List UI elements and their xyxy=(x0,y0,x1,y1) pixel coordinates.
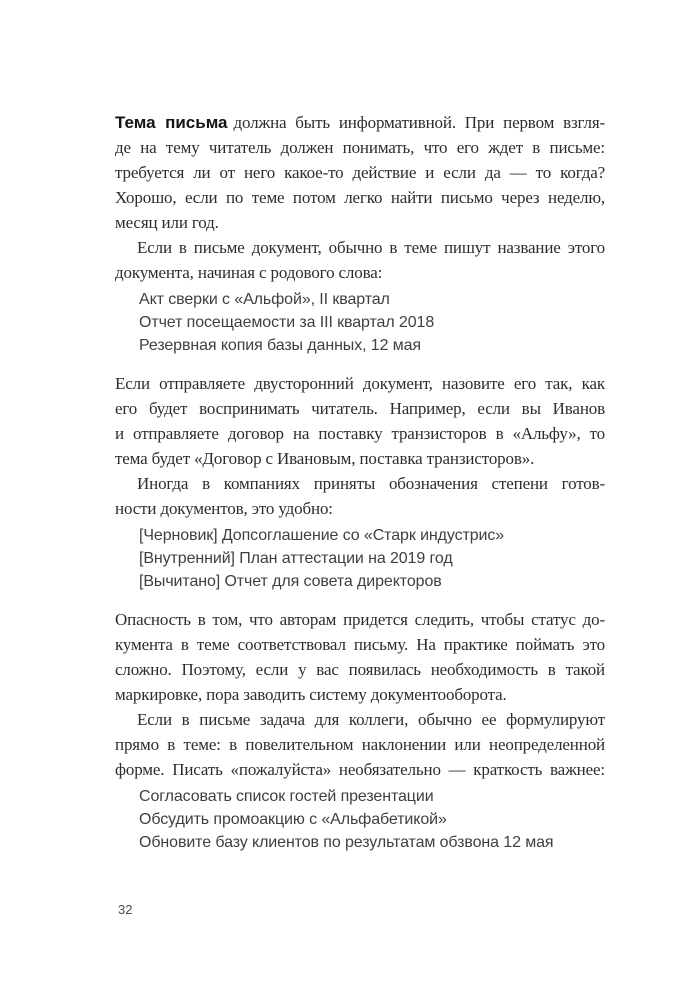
example-block xyxy=(139,785,605,854)
text-line: ности документов, это удобно: xyxy=(115,499,333,518)
text-line: Хорошо, если по теме потом легко найти письмо через неделю, xyxy=(115,188,605,207)
text-column xyxy=(115,110,605,856)
paragraph xyxy=(115,371,605,471)
example-block xyxy=(139,524,605,593)
text-line: Тема письма должна быть информативной. При первом взгля- xyxy=(115,113,605,132)
text-line: кумента в теме соответствовал письму. На практике поймать это xyxy=(115,635,605,654)
paragraph xyxy=(115,607,605,707)
text-line: маркировке, пора заводить систему документооборота. xyxy=(115,685,507,704)
text-line: де на тему читатель должен понимать, что его ждет в письме: xyxy=(115,138,605,157)
text-line: Иногда в компаниях приняты обозначения степени готов- xyxy=(137,474,605,493)
text-line: Если в письме документ, обычно в теме пишут название этого xyxy=(137,238,605,257)
text-line: тема будет «Договор с Ивановым, поставка транзисторов». xyxy=(115,449,535,468)
bold-lead: Тема письма xyxy=(115,113,228,132)
text-line: Если отправляете двусторонний документ, назовите его так, как xyxy=(115,374,605,393)
text-line: форме. Писать «пожалуйста» необязательно — краткость важнее: xyxy=(115,760,605,779)
text-line: требуется ли от него какое-то действие и если да — то когда? xyxy=(115,163,605,182)
paragraph xyxy=(115,471,605,521)
text-line: Опасность в том, что авторам придется следить, чтобы статус до- xyxy=(115,610,605,629)
paragraph xyxy=(115,110,605,235)
text-line: месяц или год. xyxy=(115,213,219,232)
example-line: [Внутренний] План аттестации на 2019 год xyxy=(139,550,453,567)
text-line: документа, начиная с родового слова: xyxy=(115,263,383,282)
example-line: Резервная копия базы данных, 12 мая xyxy=(139,337,422,354)
example-line: Согласовать список гостей презентации xyxy=(139,788,434,805)
text-line: прямо в теме: в повелительном наклонении или неопределенной xyxy=(115,735,605,754)
page-number: 32 xyxy=(118,902,133,917)
example-line: Акт сверки с «Альфой», II квартал xyxy=(139,291,390,308)
text-line: Если в письме задача для коллеги, обычно ее формулируют xyxy=(137,710,605,729)
paragraph xyxy=(115,707,605,782)
example-block xyxy=(139,288,605,357)
example-line: [Вычитано] Отчет для совета директоров xyxy=(139,573,442,590)
paragraph xyxy=(115,235,605,285)
text-line: сложно. Поэтому, если у вас появилась необходимость в такой xyxy=(115,660,605,679)
example-line: [Черновик] Допсоглашение со «Старк индустрис» xyxy=(139,527,505,544)
text-line: и отправляете договор на поставку транзисторов в «Альфу», то xyxy=(115,424,605,443)
example-line: Отчет посещаемости за III квартал 2018 xyxy=(139,314,435,331)
text-line: его будет воспринимать читатель. Например, если вы Иванов xyxy=(115,399,605,418)
example-line: Обновите базу клиентов по результатам обзвона 12 мая xyxy=(139,834,554,851)
example-line: Обсудить промоакцию с «Альфабетикой» xyxy=(139,811,447,828)
